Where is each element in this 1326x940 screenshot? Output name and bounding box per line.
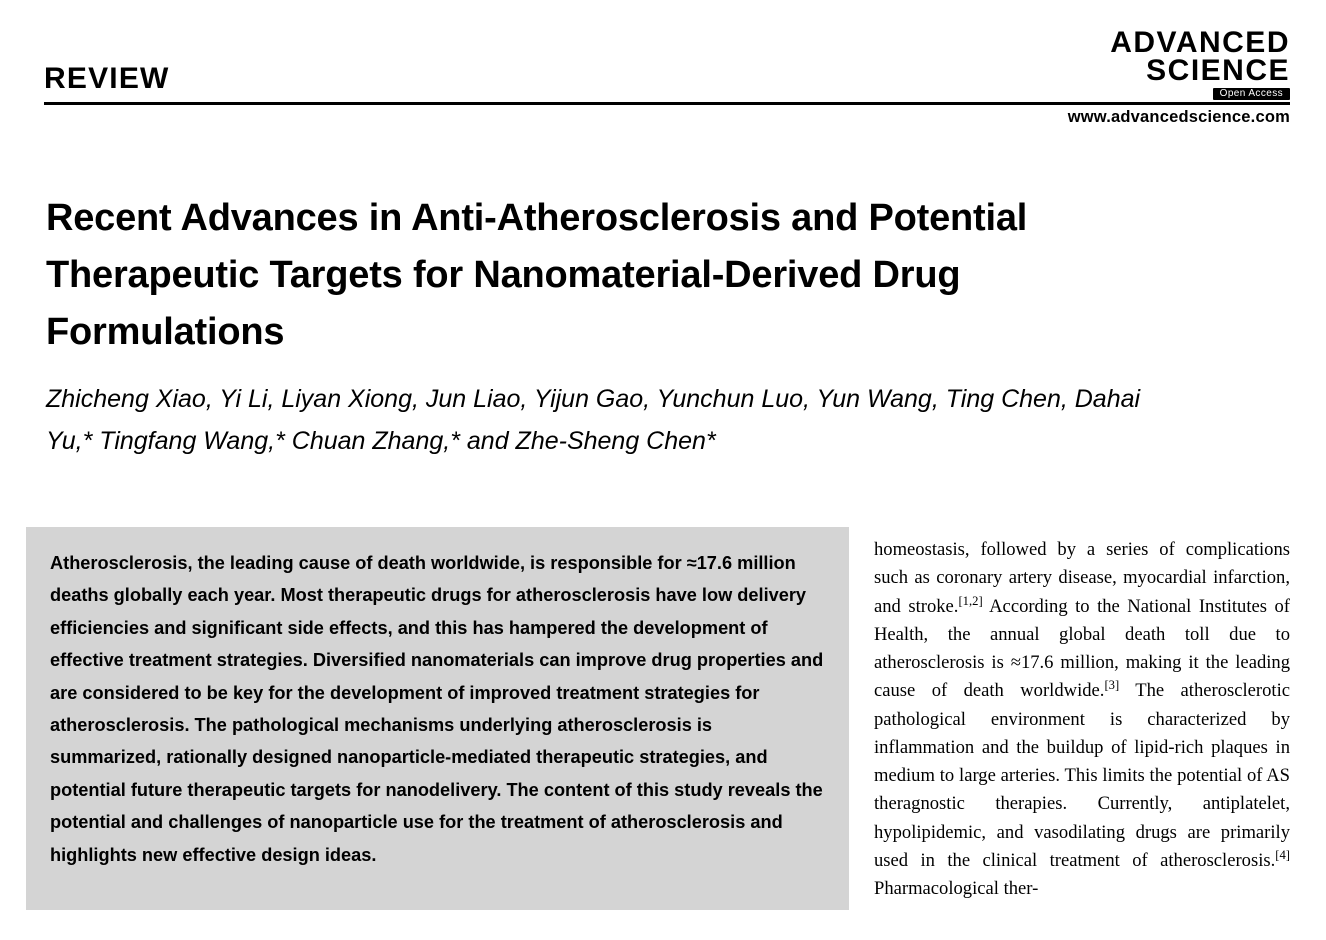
body-paragraph: homeostasis, followed by a series of complications such as coronary artery disease, myocardial infarction, and stroke.[1,2] According to the National Institutes of Health, the annual global death toll due to atherosclerosis is ≈17.6 million, making it the leading cause of death worldwide.[3] The atherosclerotic pathological environment is characterized by inflammation and the buildup of lipid-rich plaques in medium to large arteries. This limits the potential of AS theragnostic therapies. Currently, antiplatelet, hypolipidemic, and vasodilating drugs are primarily used in the clinical treatment of atherosclerosis.[4] Pharmacological ther- bbox=[874, 539, 1290, 899]
header-row bbox=[44, 26, 1290, 102]
journal-logo bbox=[1110, 25, 1290, 102]
journal-website-link[interactable]: www.advancedscience.com bbox=[1067, 108, 1290, 126]
section-label: REVIEW bbox=[44, 62, 170, 95]
open-access-badge: Open Access bbox=[1213, 88, 1290, 100]
author-list: Zhicheng Xiao, Yi Li, Liyan Xiong, Jun Liao, Yijun Gao, Yunchun Luo, Yun Wang, Ting Chen, Dahai Yu,* Tingfang Wang,* Chuan Zhang,* and Zhe-Sheng Chen* bbox=[46, 385, 1141, 455]
body-column-right bbox=[874, 536, 1290, 940]
journal-name-line2: SCIENCE bbox=[1146, 53, 1290, 87]
abstract-panel bbox=[26, 527, 849, 910]
header-divider bbox=[44, 102, 1290, 105]
page-title: Recent Advances in Anti-Atherosclerosis and Potential Therapeutic Targets for Nanomaterial-Derived Drug Formulations bbox=[46, 197, 1028, 354]
page-header bbox=[44, 25, 1290, 126]
abstract-text: Atherosclerosis, the leading cause of death worldwide, is responsible for ≈17.6 million deaths globally each year. Most therapeutic drugs for atherosclerosis have low delivery efficiencies and significant side effects, and this has hampered the development of effective treatment strategies. Diversified nanomaterials can improve drug properties and are considered to be key for the development of improved treatment strategies for atherosclerosis. The pathological mechanisms underlying atherosclerosis is summarized, rationally designed nanoparticle-mediated therapeutic strategies, and potential future therapeutic targets for nanodelivery. The content of this study reveals the potential and challenges of nanoparticle use for the treatment of atherosclerosis and highlights new effective design ideas. bbox=[50, 553, 824, 865]
journal-name-line1: ADVANCED bbox=[1110, 25, 1290, 59]
